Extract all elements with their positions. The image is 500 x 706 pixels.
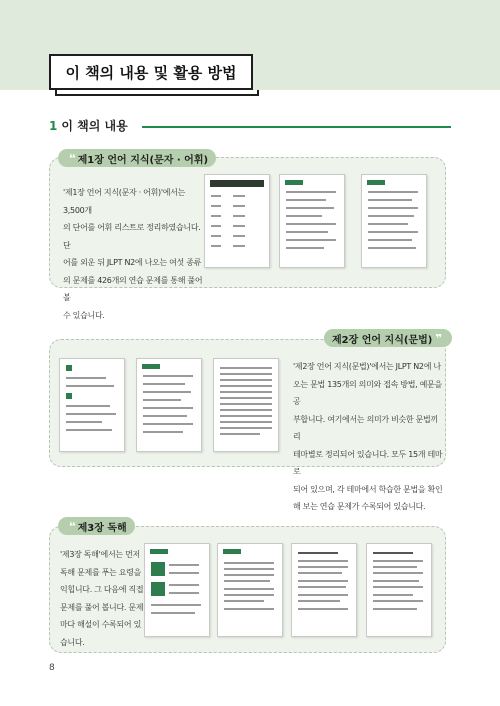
page-thumbnail xyxy=(144,543,210,637)
page-title: 이 책의 내용 및 활용 방법 xyxy=(49,54,253,90)
chapter-3-tab xyxy=(58,517,135,535)
page-thumbnail xyxy=(204,174,270,268)
page-thumbnail xyxy=(291,543,357,637)
desc-line: '제3장 독해'에서는 먼저 xyxy=(60,550,140,559)
page-thumbnail xyxy=(59,358,125,452)
desc-line: 해 보는 연습 문제가 수록되어 있습니다. xyxy=(293,502,426,511)
double-quote-icon: ❛❛ xyxy=(69,519,75,533)
desc-line: 문제를 풀어 봅니다. 문제 xyxy=(60,602,144,612)
desc-line: 수 있습니다. xyxy=(63,310,105,320)
desc-line: 마다 해설이 수록되어 있 xyxy=(60,620,142,629)
page-thumbnail xyxy=(361,174,427,268)
page-thumbnail xyxy=(136,358,202,452)
desc-line: 의 문제를 426개의 연습 문제를 통해 풀어 볼 xyxy=(63,275,203,302)
chapter-1-tab-label: 제1장 언어 지식(문자 · 어휘) xyxy=(77,154,209,166)
page-thumbnail xyxy=(213,358,279,452)
desc-line: 독해 문제를 푸는 요령을 xyxy=(60,567,142,577)
chapter-3-tab-label: 제3장 독해 xyxy=(77,522,127,534)
section-heading xyxy=(49,117,128,134)
double-quote-icon: ❜❜ xyxy=(435,331,441,345)
desc-line: 어를 외운 뒤 JLPT N2에 나오는 여섯 종류 xyxy=(63,258,202,267)
chapter-2-description xyxy=(293,358,443,516)
chapter-1-description xyxy=(63,184,203,324)
chapter-2-tab xyxy=(324,329,452,347)
desc-line: 테마별로 정리되어 있습니다. 모두 15개 테마로 xyxy=(293,449,443,476)
chapter-3-description xyxy=(60,546,155,651)
chapter-2-tab-label: 제2장 언어 지식(문법) xyxy=(332,334,433,346)
desc-line: 의 단어를 어휘 리스트로 정리하였습니다. 단 xyxy=(63,223,201,250)
page-thumbnail xyxy=(217,543,283,637)
desc-line: 부합니다. 여기에서는 의미가 비슷한 문법끼리 xyxy=(293,414,438,441)
section-title: 이 책의 내용 xyxy=(61,119,128,133)
desc-line: 습니다. xyxy=(60,637,85,647)
desc-line: 오는 문법 135개의 의미와 접속 방법, 예문을 공 xyxy=(293,379,442,406)
page-thumbnail xyxy=(279,174,345,268)
desc-line: 익힙니다. 그 다음에 직접 xyxy=(60,585,144,594)
desc-line: '제2장 언어 지식(문법)'에서는 JLPT N2에 나 xyxy=(293,362,441,371)
page-thumbnail xyxy=(366,543,432,637)
desc-line: '제1장 언어 지식(문자 · 어휘)'에서는 3,500개 xyxy=(63,188,186,215)
chapter-1-tab xyxy=(58,149,216,167)
double-quote-icon: ❛❛ xyxy=(69,151,75,165)
page-number: 8 xyxy=(49,663,55,673)
section-rule xyxy=(142,126,451,128)
section-number: 1 xyxy=(49,118,58,133)
desc-line: 되어 있으며, 각 테마에서 학습한 문법을 확인 xyxy=(293,484,443,494)
